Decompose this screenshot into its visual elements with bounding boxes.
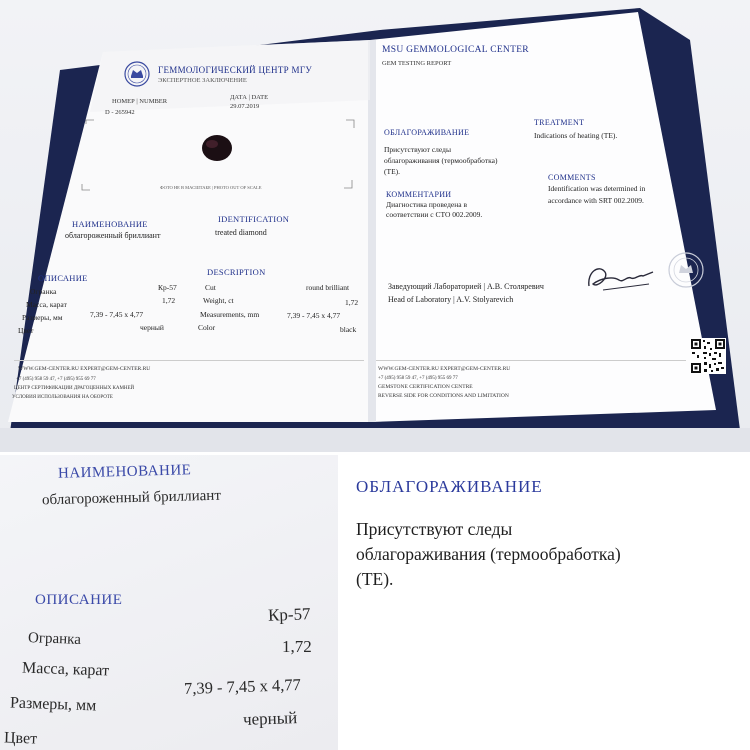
zoom-treatment-line-3: (TE).	[356, 569, 394, 589]
row-value-ru: 7,39 - 7,45 x 4,77	[90, 310, 144, 319]
row-value-ru: 1,72	[162, 296, 176, 305]
right-footer-terms: REVERSE SIDE FOR CONDITIONS AND LIMITATION	[378, 393, 509, 399]
row-value-en: round brilliant	[306, 283, 350, 292]
signature	[583, 258, 663, 298]
comments-text-ru-1: Диагностика проведена в	[386, 200, 467, 209]
name-value-ru: облагороженный бриллиант	[65, 231, 161, 240]
left-footer-rule	[14, 360, 364, 361]
name-heading-en: IDENTIFICATION	[218, 214, 290, 224]
zoom-treatment-line-1: Присутствуют следы	[356, 519, 513, 539]
row-label-en: Weight, ct	[203, 296, 234, 305]
row-label-ru: Размеры, мм	[22, 313, 63, 322]
row-label-ru: Цвет	[18, 326, 34, 335]
zoom-left-panel	[0, 455, 338, 750]
comments-heading-en: COMMENTS	[548, 173, 596, 182]
row-label-ru: Масса, карат	[26, 300, 67, 309]
date-value: 29.07.2019	[230, 103, 260, 110]
row-label-en: Color	[198, 323, 216, 332]
row-label-en: Measurements, mm	[200, 310, 260, 319]
number-value: D - 265942	[105, 109, 135, 116]
zoom-desc-heading: ОПИСАНИЕ	[35, 592, 123, 608]
zoom-name-heading: НАИМЕНОВАНИЕ	[57, 462, 192, 482]
treatment-text-ru-2: облагораживания (термообработка)	[384, 156, 498, 165]
zoom-row-label: Размеры, мм	[9, 694, 97, 715]
treatment-text-en: Indications of heating (TE).	[534, 131, 618, 140]
zoom-name-value: облагороженный бриллиант	[41, 487, 222, 509]
row-value-ru: Кр-57	[158, 283, 177, 292]
left-footer-terms: УСЛОВИЯ ИСПОЛЬЗОВАНИЯ НА ОБОРОТЕ	[12, 395, 113, 400]
treatment-heading-ru: ОБЛАГОРАЖИВАНИЕ	[384, 128, 470, 137]
zoom-right-blank	[341, 625, 750, 750]
zoom-row-value: черный	[242, 708, 298, 729]
left-footer-phones: +7 (495) 958 59 47, +7 (495) 955 69 77	[16, 377, 96, 382]
zoom-row-label: Огранка	[27, 630, 82, 648]
right-footer-centre: GEMSTONE CERTIFICATION CENTRE	[378, 384, 473, 390]
zoom-row-label: Цвет	[3, 729, 38, 748]
treatment-text-ru-3: (TE).	[384, 167, 401, 176]
name-value-en: treated diamond	[215, 228, 267, 237]
right-footer-rule	[376, 360, 686, 361]
head-of-lab-ru: Заведующий Лабораторией | А.В. Столяревич	[388, 282, 544, 291]
desc-heading-ru: ОПИСАНИЕ	[38, 273, 88, 283]
right-doc-type: GEM TESTING REPORT	[382, 60, 452, 67]
row-value-en: 7,39 - 7,45 x 4,77	[287, 311, 341, 320]
treatment-text-ru-1: Присутствуют следы	[384, 145, 451, 154]
comments-text-ru-2: соответствии с СТО 002.2009.	[386, 210, 483, 219]
name-heading-ru: НАИМЕНОВАНИЕ	[72, 219, 148, 229]
date-label: ДАТА | DATE	[230, 94, 269, 101]
comments-heading-ru: КОММЕНТАРИИ	[386, 190, 452, 199]
crown-seal-icon	[123, 60, 151, 88]
left-doc-type: ЭКСПЕРТНОЕ ЗАКЛЮЧЕНИЕ	[158, 77, 247, 84]
comments-text-en-1: Identification was determined in	[548, 184, 646, 193]
zoom-right-panel	[341, 455, 750, 625]
desc-heading-en: DESCRIPTION	[207, 267, 266, 277]
zoom-row-label: Масса, карат	[21, 659, 110, 680]
round-stamp-icon	[666, 250, 706, 290]
row-value-en: black	[340, 325, 357, 334]
head-of-lab-en: Head of Laboratory | A.V. Stolyarevich	[388, 295, 514, 304]
treatment-heading-en: TREATMENT	[534, 118, 585, 127]
left-footer-contacts: WWW.GEM-CENTER.RU EXPERT@GEM-CENTER.RU	[18, 366, 151, 372]
zoom-row-value: 7,39 - 7,45 x 4,77	[183, 674, 302, 699]
zoom-treatment-line-2: облагораживания (термообработка)	[356, 544, 621, 564]
row-value-ru: черный	[140, 323, 164, 332]
photo-caption: ФОТО НЕ В МАСШТАБЕ | PHOTO OUT OF SCALE	[160, 185, 262, 190]
qr-code-icon	[690, 338, 726, 374]
zoom-row-value: Кр-57	[267, 604, 311, 625]
left-footer-centre: ЦЕНТР СЕРТИФИКАЦИИ ДРАГОЦЕННЫХ КАМНЕЙ	[14, 386, 135, 391]
zoom-row-value: 1,72	[282, 637, 312, 656]
left-org-name: ГЕММОЛОГИЧЕСКИЙ ЦЕНТР МГУ	[158, 65, 312, 75]
number-label: НОМЕР | NUMBER	[112, 98, 168, 105]
right-footer-contacts: WWW.GEM-CENTER.RU EXPERT@GEM-CENTER.RU	[378, 366, 511, 372]
row-value-en: 1,72	[345, 298, 359, 307]
right-footer-phones: +7 (495) 958 59 47, +7 (495) 955 69 77	[378, 376, 458, 381]
comments-text-en-2: accordance with SRT 002.2009.	[548, 196, 644, 205]
row-label-ru: Огранка	[30, 287, 57, 296]
row-label-en: Cut	[205, 283, 216, 292]
zoom-treatment-heading: ОБЛАГОРАЖИВАНИЕ	[356, 477, 543, 496]
right-org-name: MSU GEMMOLOGICAL CENTER	[382, 45, 529, 55]
